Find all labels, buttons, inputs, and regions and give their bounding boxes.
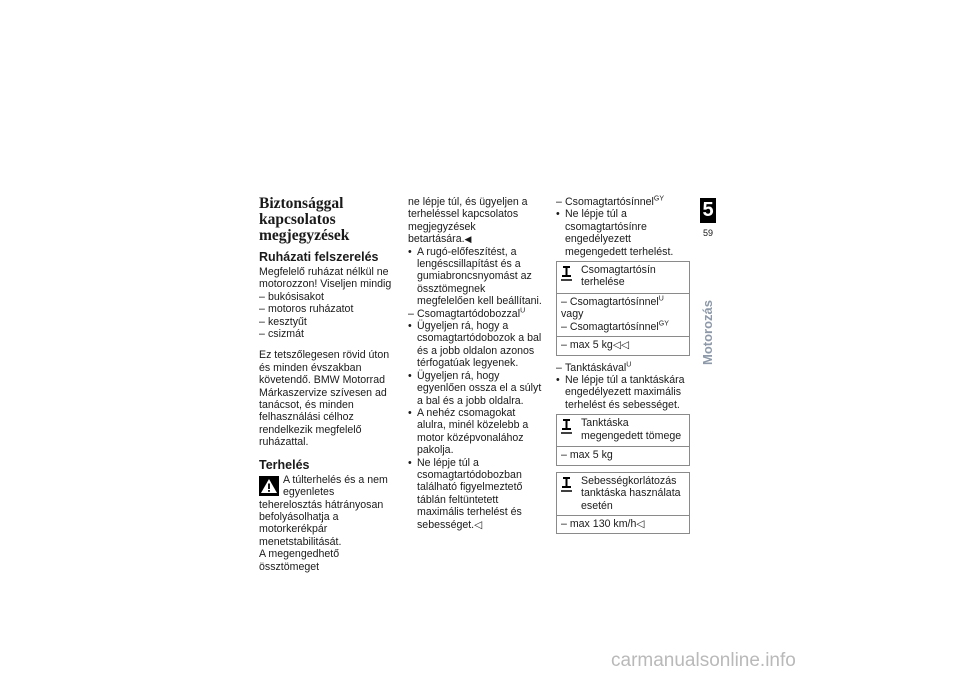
- load-list-1: [408, 246, 542, 308]
- end-mark-icon: ◁: [636, 517, 645, 530]
- column-3: [556, 196, 690, 540]
- weight-icon: [561, 265, 572, 281]
- column-2: [408, 196, 542, 531]
- clothing-paragraph: Ez tetszőlegesen rövid úton és minden évszakban követendő. BMW Motorrad Márkaszervize szívesen ad tanácsot, és minden felhasználási célhoz rendelkezik megfelelő ruházattal.: [259, 349, 390, 449]
- spec-header-text: Tanktáska megengedett tömege: [581, 417, 682, 442]
- clothing-list: [259, 291, 392, 341]
- list-item: – motoros ruházatot: [259, 303, 392, 315]
- spec-header-text: Sebességkorlátozás tanktáska használata esetén: [581, 474, 681, 512]
- condition-label: Csomagtartósínnel: [565, 196, 654, 208]
- warning-text: A túlterhelés és a nem egyenletes teherelosztás hátrányosan befolyásolhatja a motorkerékpár menetstabilitását.: [259, 473, 388, 548]
- spec-value: – max 5 kg: [557, 446, 689, 464]
- warning-block: [259, 474, 392, 548]
- option-sup: U: [658, 295, 664, 303]
- rack-list: [556, 208, 690, 258]
- spec-box-rack: [556, 261, 690, 356]
- spec-condition-label: Csomagtartósínnel: [569, 296, 659, 309]
- condition-tankbag: [556, 362, 690, 374]
- option-sup: GY: [658, 320, 669, 328]
- end-mark-icon: ◁◁: [612, 339, 630, 352]
- spec-or: vagy: [561, 308, 584, 321]
- spec-value: – max 130 km/h◁: [557, 515, 689, 533]
- option-sup: U: [626, 361, 632, 369]
- list-item: [408, 457, 542, 531]
- clothing-intro: Megfelelő ruházat nélkül ne motorozzon! Viseljen mindig: [259, 266, 392, 291]
- spec-value-text: max 5 kg: [569, 339, 613, 352]
- list-item: • A nehéz csomagokat alulra, minél közelebb a motor középvonalához pakolja.: [408, 407, 542, 457]
- warning-end: [408, 196, 542, 246]
- condition-list: [556, 196, 690, 208]
- list-item: • Ügyeljen rá, hogy egyenlően ossza el a súlyt a bal és a jobb oldalra.: [408, 370, 542, 407]
- page-title: Biztonsággal kapcsolatos megjegyzések: [259, 195, 350, 244]
- chapter-number: 5: [700, 198, 716, 223]
- end-mark-icon: ◁: [474, 518, 483, 531]
- list-item: • A rugó-előfeszítést, a lengéscsillapítást és a gumiabroncsnyomást az össztömegnek megfelelően kell beállítani.: [408, 246, 542, 308]
- warning-continuation: A megengedhető össztömeget: [259, 548, 340, 573]
- spec-box-tankbag-weight: [556, 414, 690, 465]
- spec-header: [557, 262, 689, 293]
- spec-value: – max 5 kg◁◁: [557, 336, 689, 354]
- tankbag-list: [556, 374, 690, 411]
- weight-icon: [561, 476, 572, 492]
- spec-value-text: max 5 kg: [569, 449, 613, 462]
- list-item-text: Ne lépje túl a csomagtartódobozban található figyelmeztető táblán feltüntetett maximális terhelést és sebességet.: [417, 456, 523, 531]
- list-item: – kesztyűt: [259, 316, 392, 328]
- watermark: carmanualsonline.info: [611, 650, 796, 671]
- weight-icon: [561, 418, 572, 434]
- spec-value-text: max 130 km/h: [569, 517, 637, 530]
- condition-label: Csomagtartódobozzal: [417, 307, 521, 320]
- option-sup: U: [520, 307, 526, 315]
- spec-header: [557, 415, 689, 446]
- chapter-title: Motorozás: [700, 300, 715, 365]
- heading-load: Terhelés: [259, 457, 310, 472]
- condition-list: [556, 362, 690, 374]
- heading-clothing: Ruházati felszerelés: [259, 250, 379, 264]
- condition-list: [408, 308, 542, 320]
- spec-box-speed-limit: [556, 472, 690, 535]
- list-item: – bukósisakot: [259, 291, 392, 303]
- column-1: [259, 196, 392, 573]
- page-number: 59: [702, 228, 713, 238]
- warning-end-text: ne lépje túl, és ügyeljen a terheléssel kapcsolatos megjegyzések betartására.: [408, 196, 528, 246]
- option-sup: GY: [653, 195, 665, 203]
- condition-topcase: [408, 308, 542, 320]
- load-list-2: [408, 320, 542, 531]
- end-mark-icon: ◀: [464, 234, 472, 245]
- list-item: • Ügyeljen rá, hogy a csomagtartódobozok a bal és a jobb oldalon azonos térfogatúak legyenek.: [408, 320, 542, 370]
- warning-icon: [259, 476, 279, 496]
- list-item: • Ne lépje túl a csomagtartósínre engedélyezett megengedett terhelést.: [556, 208, 690, 258]
- spec-header-text: Csomagtartósín terhelése: [581, 264, 656, 289]
- list-item: • Ne lépje túl a tanktáskára engedélyezett maximális terhelést és sebességet.: [556, 374, 690, 411]
- condition-rack: [556, 196, 690, 208]
- list-item: – csizmát: [259, 328, 392, 340]
- spec-condition: – Csomagtartósínnel$^U$ vagy – Csomagtartósínnel$^{GY}$: [557, 293, 689, 336]
- spec-condition-label: Csomagtartósínnel: [569, 320, 659, 333]
- spec-header: [557, 473, 689, 515]
- condition-label: Tanktáskával: [565, 361, 627, 374]
